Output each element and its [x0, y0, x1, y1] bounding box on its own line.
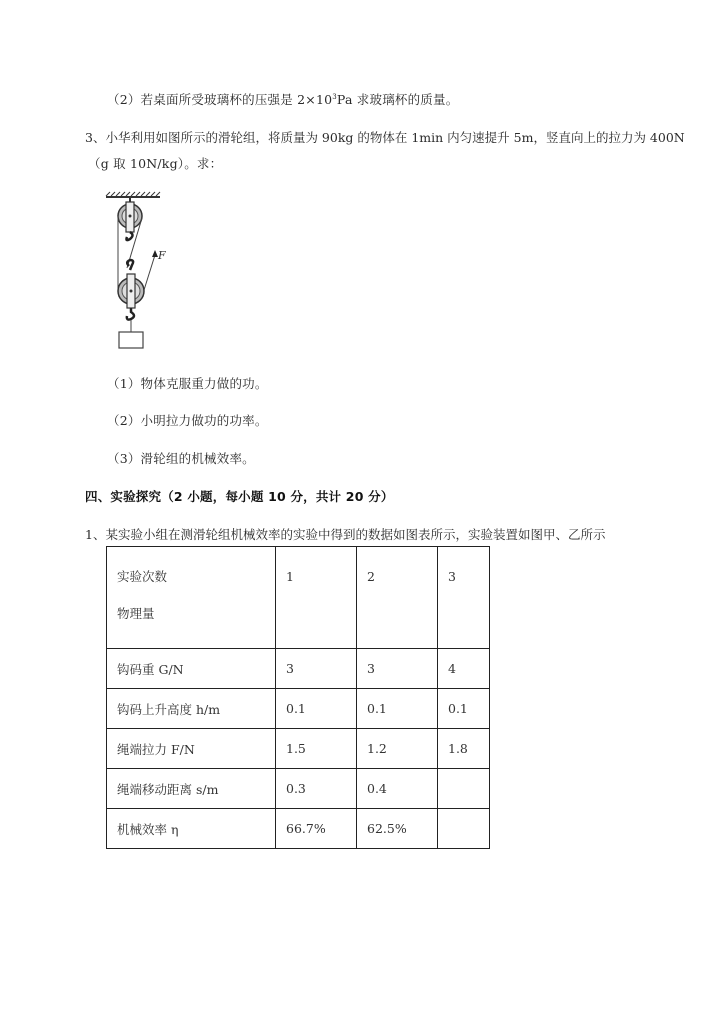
header-label-bottom: 物理量 [117, 606, 155, 621]
q2-part2-suffix: Pa 求玻璃杯的质量。 [336, 92, 459, 107]
cell: 1.2 [357, 729, 438, 769]
exponent: 3 [332, 93, 337, 101]
question-2-part-2 [107, 89, 458, 108]
cell: 0.1 [438, 689, 490, 729]
svg-text:F: F [158, 249, 166, 262]
experiment-data-table [106, 546, 490, 849]
header-col-3: 3 [438, 547, 490, 649]
sub-question-1: （1）物体克服重力做的功。 [107, 376, 268, 391]
table-row [107, 809, 490, 849]
pulley-diagram-icon [100, 190, 180, 355]
table-row [107, 689, 490, 729]
experiment-1-intro: 1、某实验小组在测滑轮组机械效率的实验中得到的数据如图表所示，实验装置如图甲、乙所示 [85, 527, 606, 542]
q2-part2-text: （2）若桌面所受玻璃杯的压强是 2×10 [107, 92, 333, 107]
cell: 3 [276, 649, 357, 689]
sub-question-3: （3）滑轮组的机械效率。 [107, 451, 255, 466]
header-col-1: 1 [276, 547, 357, 649]
cell: 1.5 [276, 729, 357, 769]
question-3-line-1: 3、小华利用如图所示的滑轮组，将质量为 90kg 的物体在 1min 内匀速提升 5m，竖直向上的拉力为 400N [85, 130, 685, 145]
table-header-row [107, 547, 490, 649]
header-label-cell [107, 547, 276, 649]
cell: 0.1 [357, 689, 438, 729]
cell: 0.3 [276, 769, 357, 809]
cell: 66.7% [276, 809, 357, 849]
pulley-system-figure [100, 190, 180, 355]
row-label: 钩码重 G/N [107, 649, 276, 689]
row-label: 绳端拉力 F/N [107, 729, 276, 769]
question-3-line-2: （g 取 10N/kg）。求： [88, 156, 223, 171]
cell [438, 769, 490, 809]
row-label: 绳端移动距离 s/m [107, 769, 276, 809]
section-heading: 四、实验探究（2 小题，每小题 10 分，共计 20 分） [85, 489, 394, 504]
cell: 4 [438, 649, 490, 689]
cell [438, 809, 490, 849]
row-label: 机械效率 η [107, 809, 276, 849]
table-row [107, 729, 490, 769]
row-label: 钩码上升高度 h/m [107, 689, 276, 729]
table-row [107, 649, 490, 689]
sub-question-2: （2）小明拉力做功的功率。 [107, 413, 268, 428]
cell: 3 [357, 649, 438, 689]
cell: 0.4 [357, 769, 438, 809]
cell: 62.5% [357, 809, 438, 849]
header-col-2: 2 [357, 547, 438, 649]
cell: 1.8 [438, 729, 490, 769]
header-label-top: 实验次数 [117, 569, 168, 584]
cell: 0.1 [276, 689, 357, 729]
table-row [107, 769, 490, 809]
